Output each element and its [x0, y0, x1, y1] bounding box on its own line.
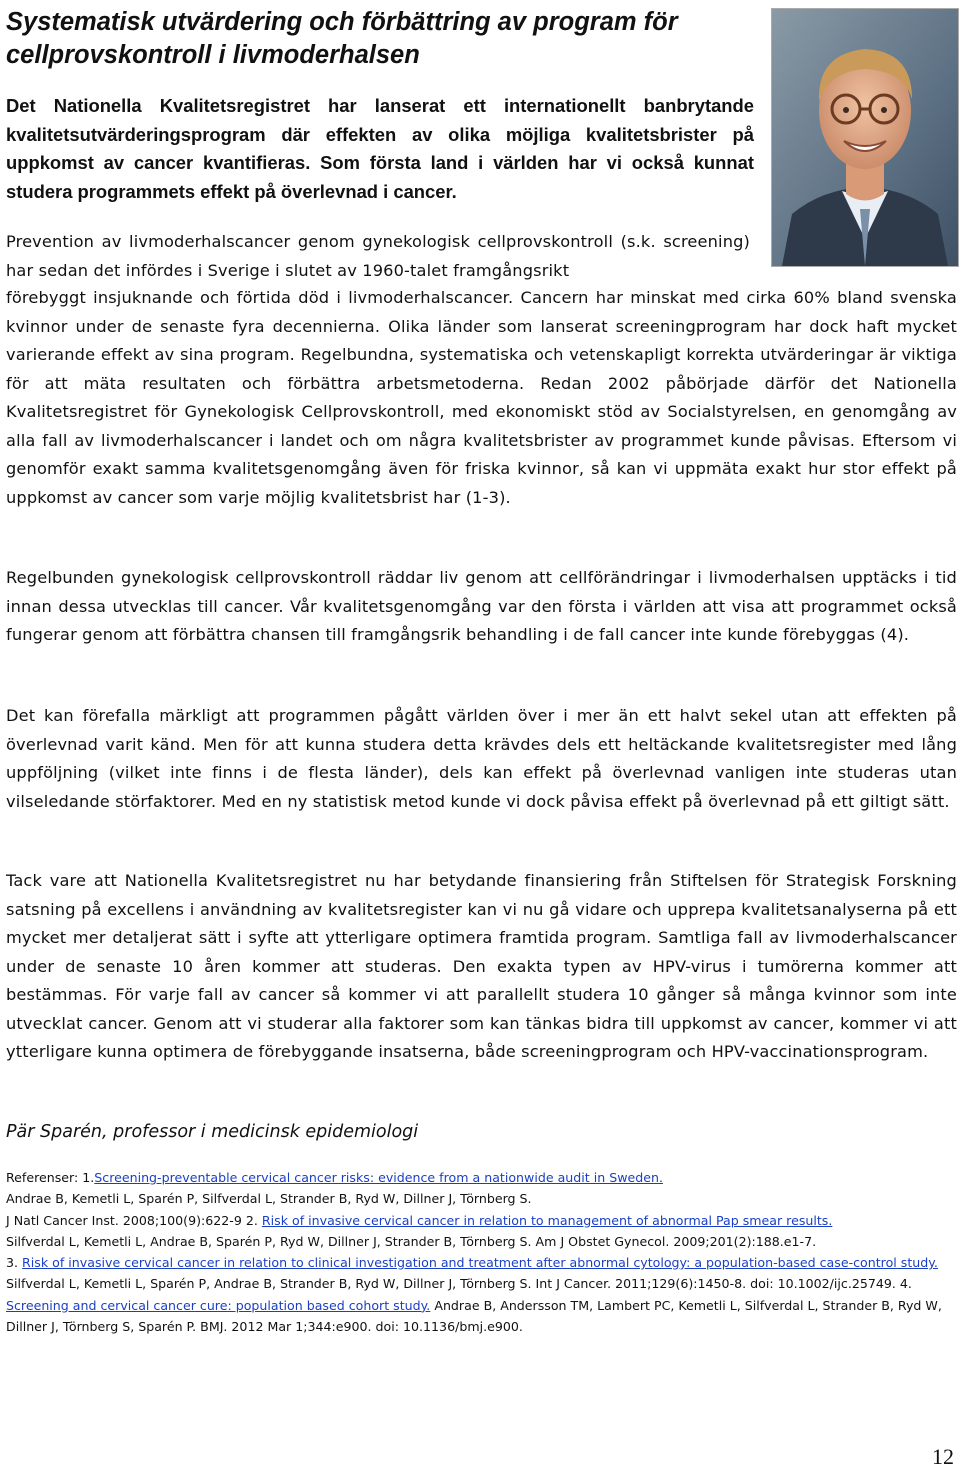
ref-4-link[interactable]: Screening and cervical cancer cure: population based cohort study.: [6, 1297, 431, 1313]
intro-paragraph-part2: förebyggt insjuknande och förtida död i livmoderhalscancer. Cancern har minskat med cirka 60% bland svenska kvinnor under de senaste fyra decennierna. Olika länder som lanserat screeningprogram har dock haft mycket varierande effekt av sina program. Regelbundna, systematiska och vetenskapligt korrekta utvärderingar är viktiga för att mäta resultaten och förbättra arbetsmetoderna. Redan 2002 påbörjade därför det Nationella Kvalitetsregistret för Gynekologisk Cellprovskontroll, med ekonomiskt stöd av Socialstyrelsen, en genomgång av alla fall av livmoderhalscancer i landet och om några kvalitetsbrister av programmet kunde påvisas. Eftersom vi genomför exakt samma kvalitetsgenomgång även för friska kvinnor, så kan vi uppmäta exakt hur stor effekt på uppkomst av cancer som varje möjlig kvalitetsbrist har (1-3).: [6, 288, 957, 507]
article-title: Systematisk utvärdering och förbättring av program för cellprovskontroll i livmoderhalsen: [6, 8, 678, 69]
paragraph-4: Tack vare att Nationella Kvalitetsregistret nu har betydande finansiering från Stiftelsen för Strategisk Forskning satsning på excellens i användning av kvalitetsregister kan vi nu gå vidare och upprepa kvalitetsanalyserna på ett mycket mer detaljerat sätt i syfte att ytterligare optimera framtida program. Samtliga fall av livmoderhalscancer under de senaste 10 åren kommer att studeras. Den exakta typen av HPV-virus i tumörerna kommer att bestämmas. För varje fall av cancer så kommer vi att parallellt studera 10 gånger så många kvinnor som inte utvecklat cancer. Genom att vi studerar alla faktorer som kan tänkas bidra till uppkomst av cancer, kommer vi att ytterligare kunna optimera de förebyggande insatserna, både screeningprogram och HPV-vaccinationsprogram.: [6, 871, 957, 1061]
ref-3-link[interactable]: Risk of invasive cervical cancer in relation to clinical investigation and treatment after abnormal cytology: a population-based case-control study.: [22, 1255, 938, 1271]
ref-2-authors: Silfverdal L, Kemetli L, Andrae B, Sparén P, Ryd W, Dillner J, Strander B, Törnberg S. Am J Obstet Gynecol. 2009;201(2):188.e1-7.: [6, 1233, 817, 1249]
article-lead: Det Nationella Kvalitetsregistret har lanserat ett internationellt banbrytande kvalitetsutvärderingsprogram där effekten av olika möjliga kvalitetsbrister på uppkomst av cancer kvantifieras. Som första land i världen har vi också kunnat studera programmets effekt på överlevnad i cancer.: [6, 95, 754, 202]
portrait-illustration: [772, 9, 958, 266]
references: [6, 1167, 946, 1337]
page-number: 12: [932, 1444, 954, 1469]
paragraph-2: Regelbunden gynekologisk cellprovskontroll räddar liv genom att cellförändringar i livmoderhalsen upptäcks i tid innan dessa utvecklas till cancer. Vår kvalitetsgenomgång var den första i världen att visa att programmet också fungerar genom att förbättra chansen till framgångsrik behandling i de fall cancer inte kunde förebyggas (4).: [6, 568, 957, 644]
ref-4-authors: Andrae B, Andersson TM, Lambert PC, Kemetli L, Silfverdal L, Strander B, Ryd W, Dillner J, Törnberg S, Sparén P. BMJ. 2012 Mar 1;344:e900. doi: 10.1136/bmj.e900.: [6, 1297, 942, 1335]
ref-1-authors: Andrae B, Kemetli L, Sparén P, Silfverdal L, Strander B, Ryd W, Dillner J, Törnberg S.: [6, 1191, 532, 1207]
ref-3-authors: Silfverdal L, Kemetli L, Sparén P, Andrae B, Strander B, Ryd W, Dillner J, Törnberg S. Int J Cancer. 2011;129(6):1450-8. doi: 10.1002/ijc.25749. 4.: [6, 1276, 912, 1292]
ref-1-prefix: Referenser: 1.: [6, 1170, 95, 1185]
intro-paragraph-part1: Prevention av livmoderhalscancer genom gynekologisk cellprovskontroll (s.k. screening) har sedan det infördes i Sverige i slutet av 1960-talet framgångsrikt: [6, 232, 750, 280]
ref-1-link[interactable]: Screening-preventable cervical cancer risks: evidence from a nationwide audit in Sweden.: [94, 1170, 663, 1185]
author-portrait: [771, 8, 959, 267]
author-signature: Pär Sparén, professor i medicinsk epidemiologi: [6, 1122, 419, 1142]
paragraph-3: Det kan förefalla märkligt att programmen pågått världen över i mer än ett halvt sekel utan att effekten på överlevnad varit känd. Men för att kunna studera detta krävdes dels ett heltäckande kvalitetsregister med lång uppföljning (vilket inte finns i de flesta länder), dels kan effekt på överlevnad vanligen inte studeras utan vilseledande störfaktorer. Med en ny statistisk metod kunde vi dock påvisa effekt på överlevnad på ett giltigt sätt.: [6, 706, 957, 811]
ref-2-link[interactable]: Risk of invasive cervical cancer in relation to management of abnormal Pap smear results.: [261, 1212, 833, 1228]
ref-3-prefix: 3.: [6, 1255, 19, 1271]
ref-1-journal: J Natl Cancer Inst. 2008;100(9):622-9 2.: [6, 1212, 258, 1228]
